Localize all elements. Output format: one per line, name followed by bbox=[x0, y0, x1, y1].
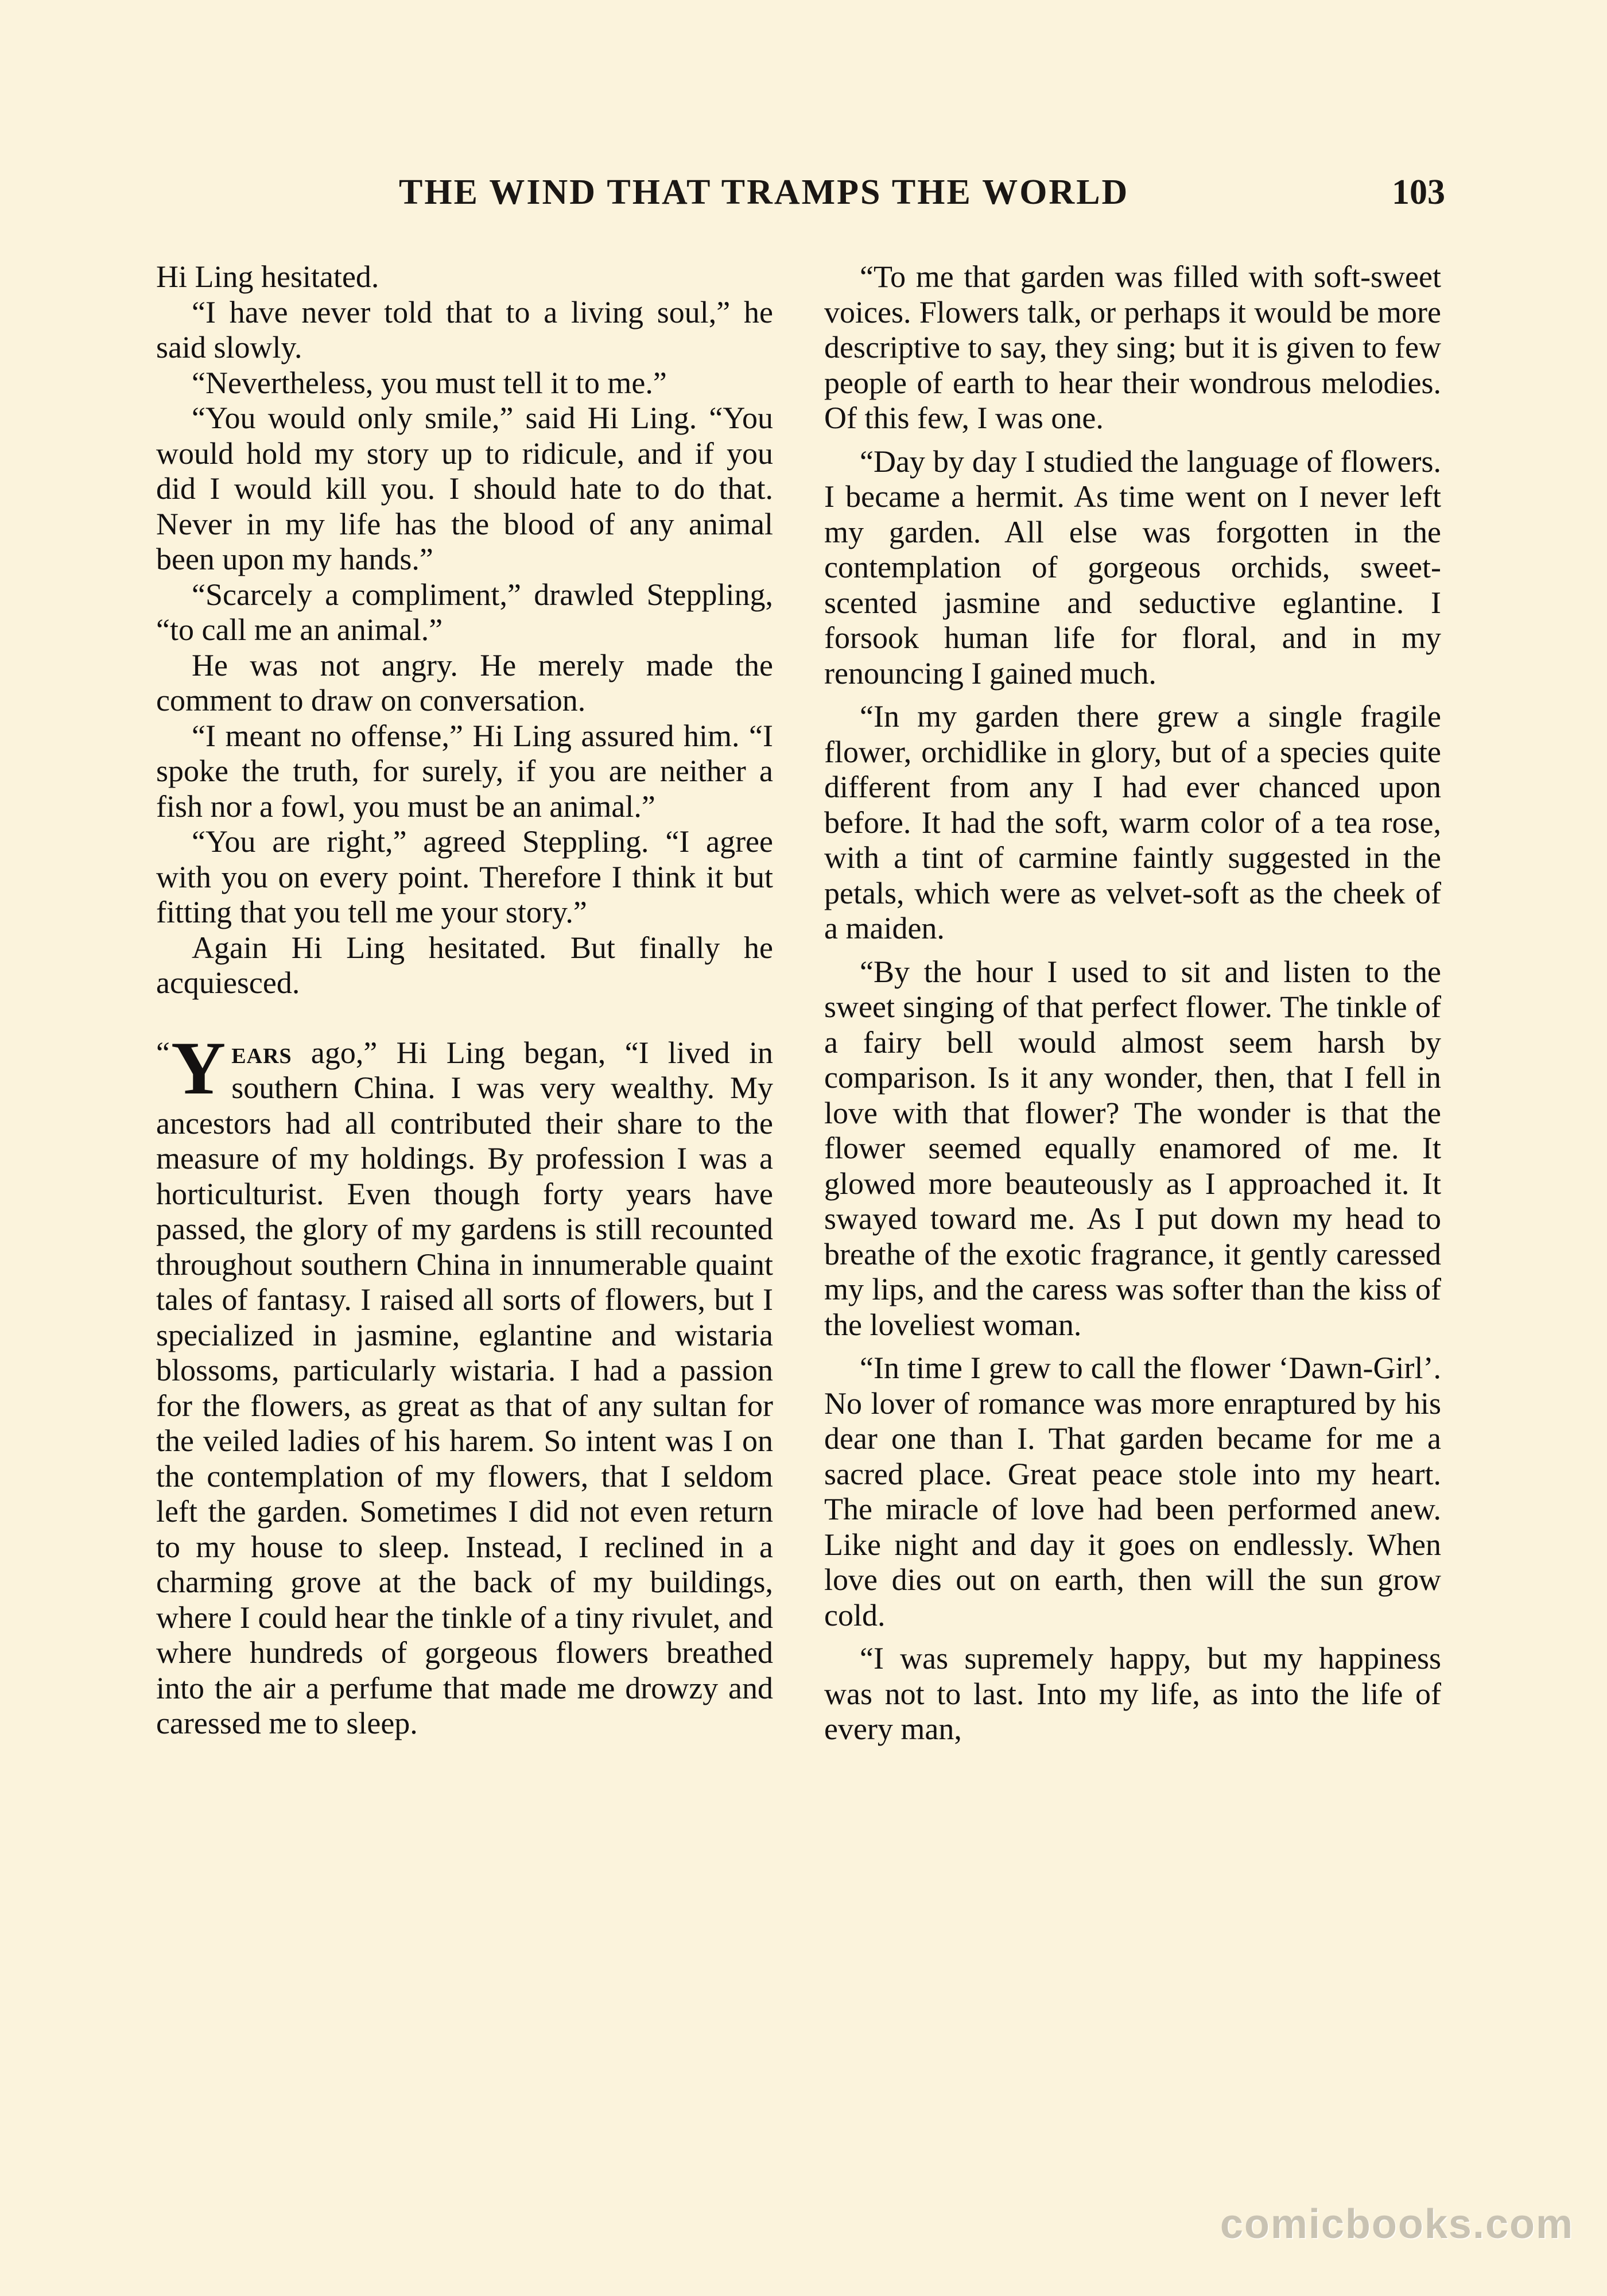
page-number: 103 bbox=[1392, 173, 1445, 212]
paragraph-you-are-right: “You are right,” agreed Steppling. “I agree with you on every point. Therefore I think it but fitting that you tell me your story.” bbox=[156, 824, 773, 929]
right-column bbox=[824, 259, 1441, 1747]
running-title: THE WIND THAT TRAMPS THE WORLD bbox=[399, 173, 1129, 212]
paragraph-only-smile: “You would only smile,” said Hi Ling. “You would hold my story up to ridicule, and if you did I would kill you. I should hate to do that. Never in my life has the blood of any animal been upon my hands.” bbox=[156, 401, 773, 576]
dropcap-paragraph bbox=[156, 1025, 773, 1742]
opening-quote: “ bbox=[156, 1035, 170, 1070]
paragraph-nevertheless: “Nevertheless, you must tell it to me.” bbox=[192, 365, 667, 400]
running-header bbox=[0, 172, 1607, 224]
paragraph-compliment: “Scarcely a compliment,” drawled Steppling, “to call me an animal.” bbox=[156, 577, 773, 647]
paragraph-supremely-happy: “I was supremely happy, but my happiness was not to last. Into my life, as into the life of every man, bbox=[824, 1641, 1441, 1746]
watermark-logo: comicbooks.com bbox=[1220, 2201, 1574, 2247]
paragraph-garden-voices: “To me that garden was filled with soft-sweet voices. Flowers talk, or perhaps it would be more descriptive to say, they sing; but it is given to few people of earth to hear their wondrous melodies. Of this few, I was one. bbox=[824, 259, 1441, 435]
paragraph-dawn-girl: “In time I grew to call the flower ‘Dawn-Girl’. No lover of romance was more enraptured by his dear one than I. That garden became for me a sacred place. Great peace stole into my heart. The miracle of love had been performed anew. Like night and day it goes on endlessly. When love dies out on earth, then will the sun grow cold. bbox=[824, 1351, 1441, 1632]
dropcap-paragraph-text: ago,” Hi Ling began, “I lived in southern China. I was very wealthy. My ancestors had all contributed their share to the measure of my holdings. By profession I was a horticulturist. Even though forty years have passed, the glory of my gardens is still recounted throughout southern China in innumerable quaint tales of fantasy. I raised all sorts of flowers, but I specialized in jasmine, eglantine and wistaria blossoms, particularly wistaria. I had a passion for the flowers, as great as that of any sultan for the veiled ladies of his harem. So intent was I on the contemplation of my flowers, that I seldom left the garden. Sometimes I did not even return to my house to sleep. Instead, I reclined in a charming grove at the back of my buildings, where I could hear the tinkle of a tiny rivulet, and where hundreds of gorgeous flowers breathed into the air a perfume that made me drowzy and caressed me to sleep. bbox=[156, 1035, 773, 1740]
paragraph-no-offense: “I meant no offense,” Hi Ling assured him. “I spoke the truth, for surely, if you are neither a fish nor a fowl, you must be an animal.” bbox=[156, 718, 773, 824]
paragraph-language-of-flowers: “Day by day I studied the language of flowers. I became a hermit. As time went on I never left my garden. All else was forgotten in the contemplation of gorgeous orchids, sweet-scented jasmine and seductive eglantine. I forsook human life for floral, and in my renouncing I gained much. bbox=[824, 444, 1441, 691]
paragraph-fragile-flower: “In my garden there grew a single fragile flower, orchidlike in glory, but of a species quite different from any I had ever chanced upon before. It had the soft, warm color of a tea rose, with a tint of carmine faintly suggested in the petals, which were as velvet-soft as the cheek of a maiden. bbox=[824, 699, 1441, 945]
section-break bbox=[156, 1001, 773, 1035]
paragraph-acquiesced: Again Hi Ling hesitated. But finally he acquiesced. bbox=[156, 930, 773, 1000]
left-column bbox=[156, 259, 773, 1742]
paragraph-never-told: “I have never told that to a living soul,” he said slowly. bbox=[156, 294, 773, 364]
paragraph-not-angry: He was not angry. He merely made the comment to draw on conversation. bbox=[156, 647, 773, 718]
dropcap-letter: Y bbox=[170, 1025, 226, 1110]
paragraph-hesitated: Hi Ling hesitated. bbox=[156, 259, 379, 294]
paragraph-fell-in-love: “By the hour I used to sit and listen to the sweet singing of that perfect flower. The tinkle of a fairy bell would almost seem harsh by comparison. Is it any wonder, then, that I fell in love with that flower? The wonder is that the flower seemed equally enamored of me. It glowed more beauteously as I approached it. It swayed toward me. As I put down my head to breathe of the exotic fragrance, it gently caressed my lips, and the caress was softer than the kiss of the loveliest woman. bbox=[824, 954, 1441, 1342]
dropcap-smallcaps: ears bbox=[231, 1035, 292, 1070]
